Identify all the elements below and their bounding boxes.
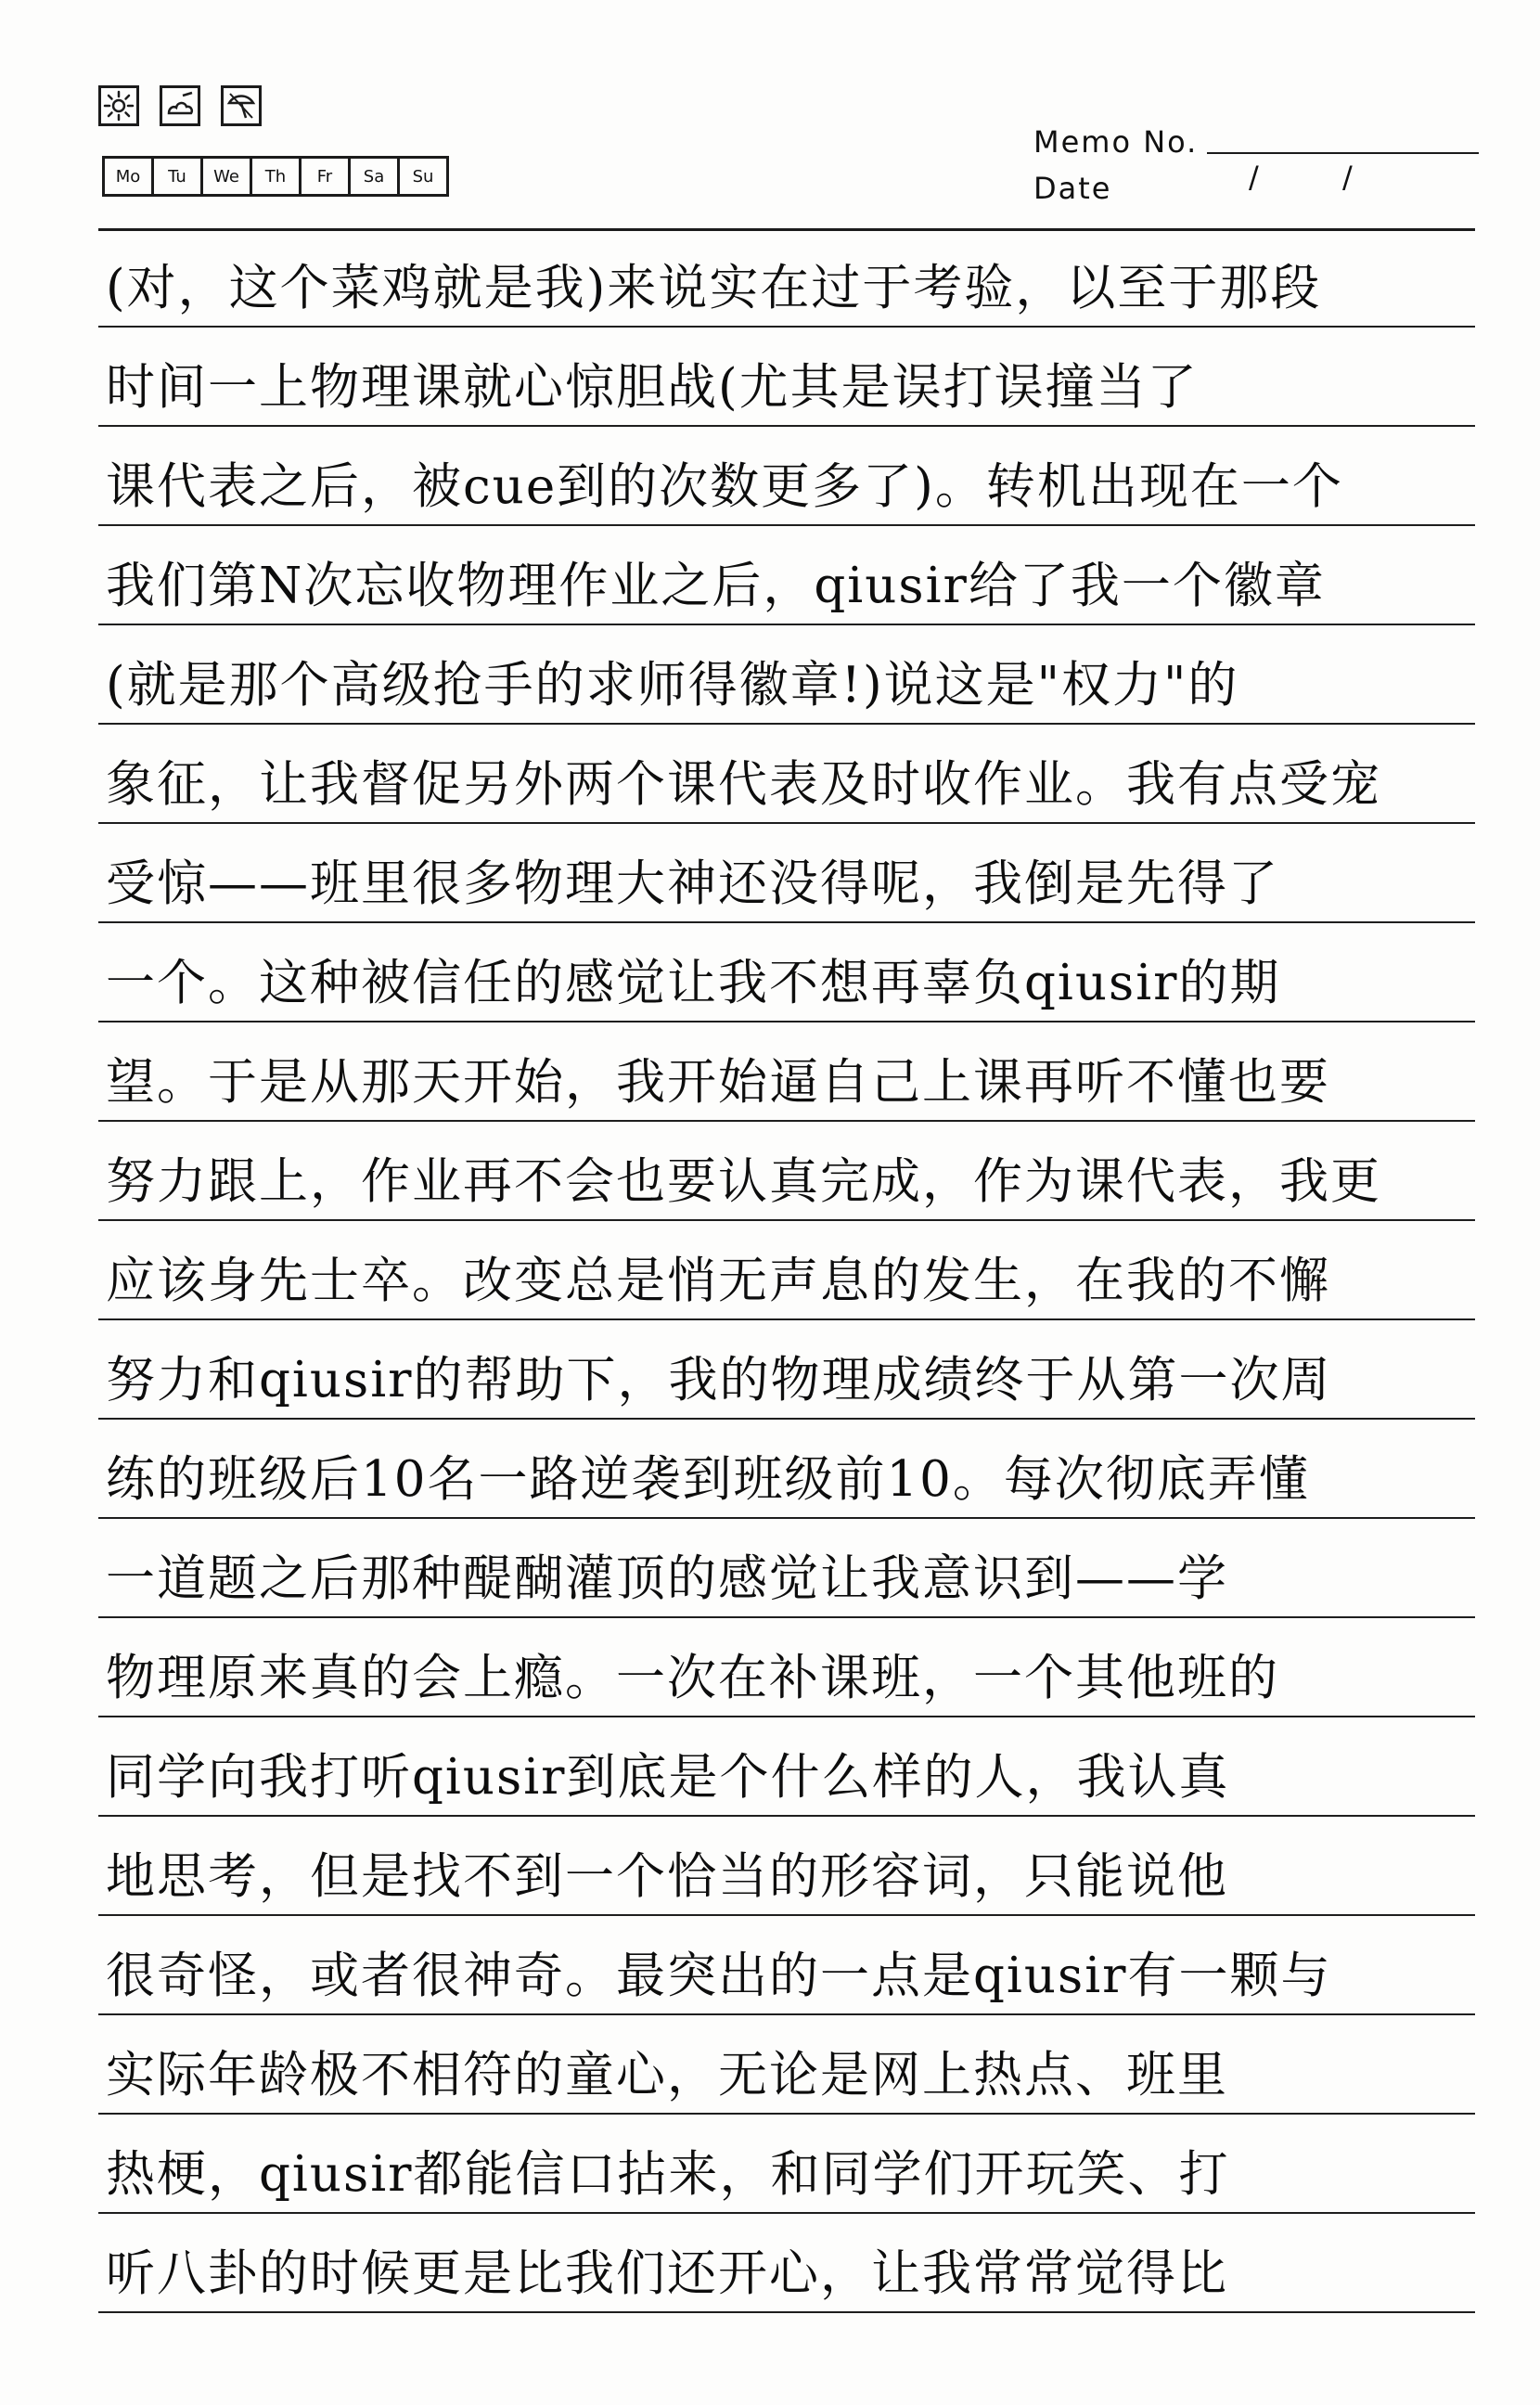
date-label: Date [1033, 171, 1112, 206]
handwritten-body [98, 228, 1475, 2313]
text-line: 热梗，qiusir都能信口拈来，和同学们开玩笑、打 [98, 2115, 1475, 2214]
memo-number-label: Memo No. [1033, 124, 1199, 160]
date-separators: / / [1249, 160, 1353, 195]
weather-icons [98, 85, 262, 126]
text-line: 同学向我打听qiusir到底是个什么样的人，我认真 [98, 1717, 1475, 1817]
rain-icon [221, 85, 262, 126]
cloud-icon [160, 85, 200, 126]
text-line: 练的班级后10名一路逆袭到班级前10。每次彻底弄懂 [98, 1420, 1475, 1519]
memo-number-line [1033, 113, 1479, 160]
weekday-sa: Sa [351, 159, 400, 194]
text-line: 时间一上物理课就心惊胆战(尤其是误打误撞当了 [98, 328, 1475, 427]
text-line: 课代表之后，被cue到的次数更多了)。转机出现在一个 [98, 427, 1475, 526]
text-line: 望。于是从那天开始，我开始逼自己上课再听不懂也要 [98, 1022, 1475, 1122]
text-line: 应该身先士卒。改变总是悄无声息的发生，在我的不懈 [98, 1221, 1475, 1320]
text-line: 象征，让我督促另外两个课代表及时收作业。我有点受宠 [98, 725, 1475, 824]
text-line: 努力和qiusir的帮助下，我的物理成绩终于从第一次周 [98, 1320, 1475, 1420]
weekday-th: Th [252, 159, 302, 194]
text-line: 我们第N次忘收物理作业之后，qiusir给了我一个徽章 [98, 526, 1475, 625]
text-line: 听八卦的时候更是比我们还开心，让我常常觉得比 [98, 2214, 1475, 2313]
weekday-fr: Fr [302, 159, 351, 194]
weekday-we: We [203, 159, 252, 194]
text-line: 实际年龄极不相符的童心，无论是网上热点、班里 [98, 2015, 1475, 2115]
text-line: 物理原来真的会上瘾。一次在补课班，一个其他班的 [98, 1618, 1475, 1717]
text-line: 很奇怪，或者很神奇。最突出的一点是qiusir有一颗与 [98, 1916, 1475, 2015]
sun-icon [98, 85, 139, 126]
text-line: 一道题之后那种醍醐灌顶的感觉让我意识到——学 [98, 1519, 1475, 1618]
text-line: 受惊——班里很多物理大神还没得呢，我倒是先得了 [98, 824, 1475, 923]
text-line: 一个。这种被信任的感觉让我不想再辜负qiusir的期 [98, 923, 1475, 1022]
memo-number-rule [1207, 152, 1479, 154]
weekday-su: Su [412, 166, 434, 186]
text-line: 地思考，但是找不到一个恰当的形容词，只能说他 [98, 1817, 1475, 1916]
weekday-tu: Tu [154, 159, 203, 194]
text-line: (就是那个高级抢手的求师得徽章!)说这是"权力"的 [98, 625, 1475, 725]
text-line: (对，这个菜鸡就是我)来说实在过于考验，以至于那段 [98, 228, 1475, 328]
weekday-mo: Mo [105, 159, 154, 194]
weekday-selector [102, 156, 449, 197]
text-line: 努力跟上，作业再不会也要认真完成，作为课代表，我更 [98, 1122, 1475, 1221]
